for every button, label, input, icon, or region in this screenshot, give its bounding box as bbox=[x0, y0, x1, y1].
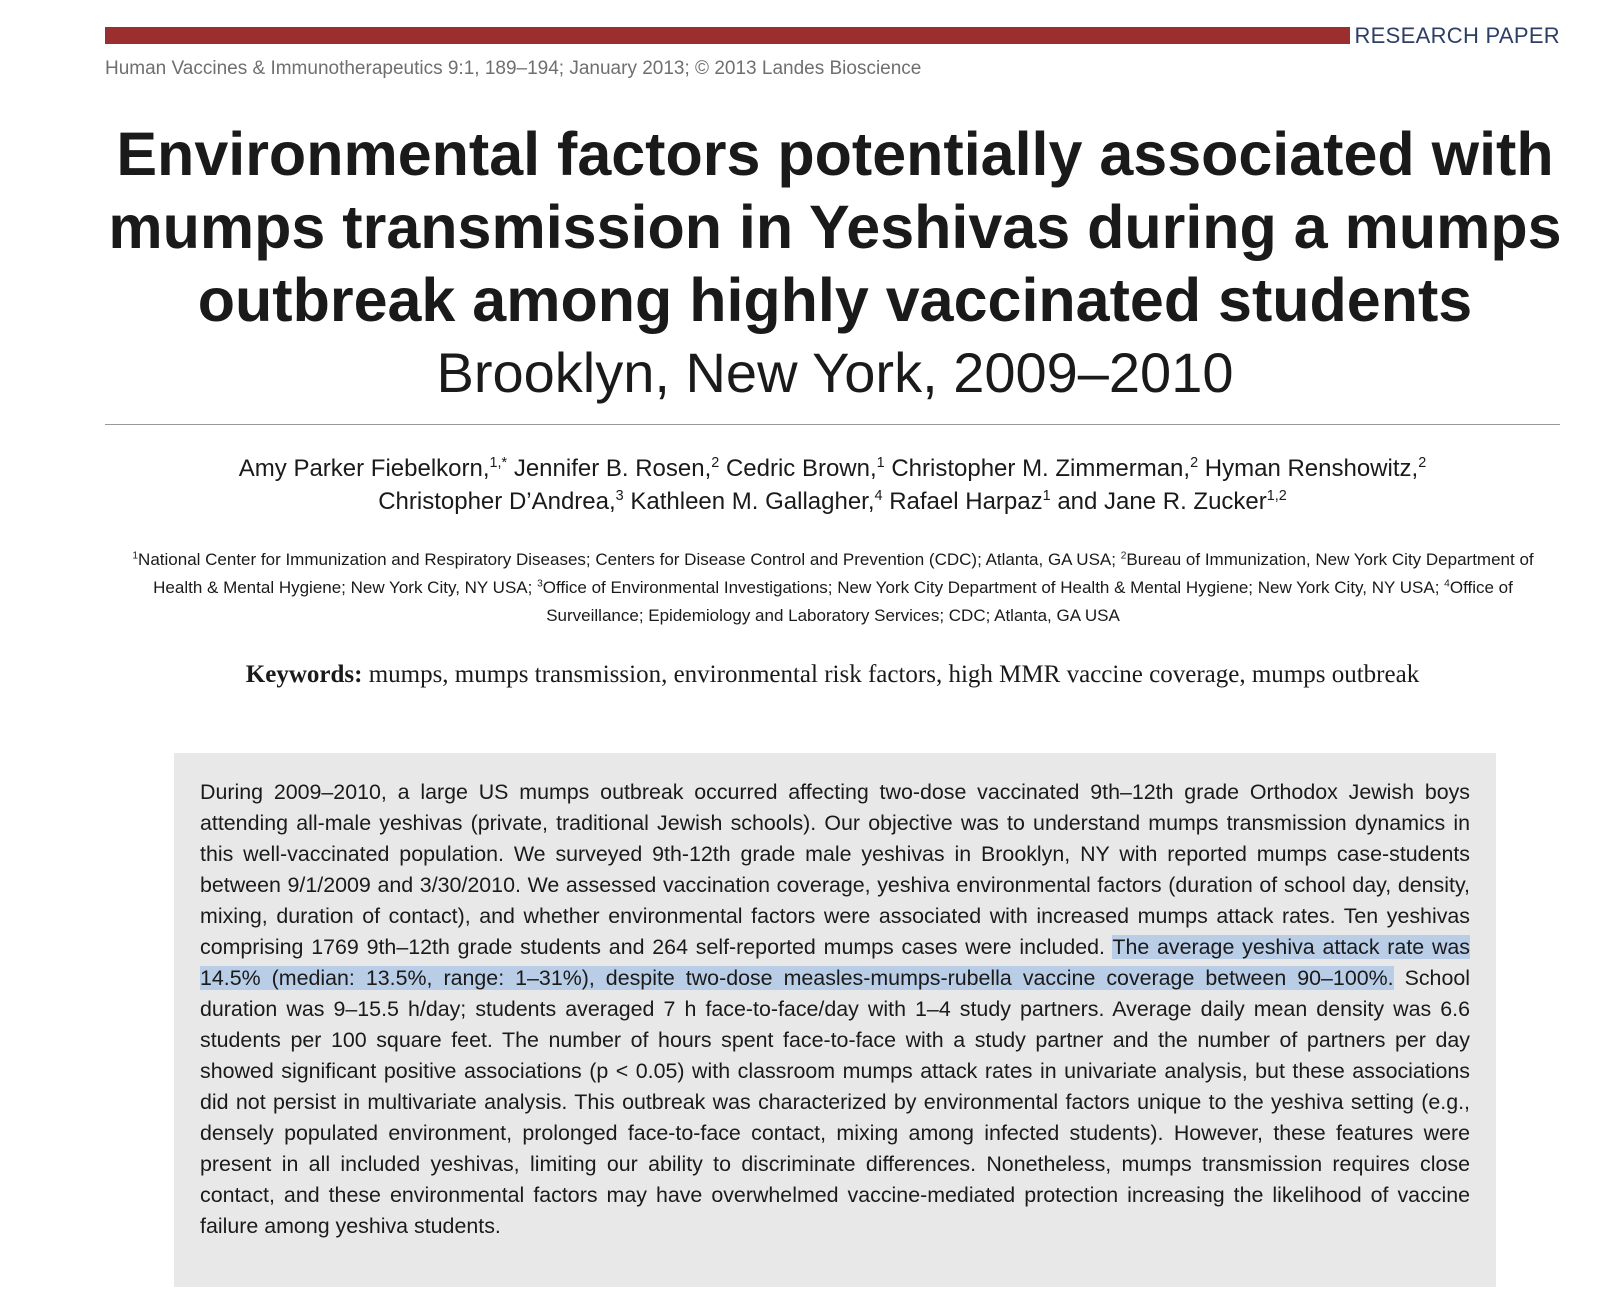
header-accent-bar bbox=[105, 27, 1350, 44]
author: Rafael Harpaz$^1$ bbox=[889, 488, 1051, 515]
author: Amy Parker Fiebelkorn,$^{1,*}$ bbox=[238, 455, 508, 482]
author: Cedric Brown,$^1$ bbox=[725, 455, 885, 482]
abstract-box bbox=[174, 753, 1496, 1287]
author: Jennifer B. Rosen,$^2$ bbox=[513, 455, 720, 482]
title-divider bbox=[105, 424, 1560, 425]
section-label: RESEARCH PAPER bbox=[1354, 23, 1560, 48]
keywords bbox=[105, 661, 1560, 689]
article-title: Environmental factors potentially associated with mumps transmission in Yeshivas during a mumps outbreak among highly vaccinated students bbox=[108, 120, 1562, 334]
affiliation: $^3$Office of Environmental Investigations; New York City Department of Health & Mental Hygiene; New York City, NY USA; bbox=[537, 578, 1445, 597]
journal-citation: Human Vaccines & Immunotherapeutics 9:1, 189–194; January 2013; © 2013 Landes Bioscience bbox=[105, 58, 922, 79]
affiliation: $^2$Bureau of Immunization, New York City Department of Health & Mental Hygiene; New York City, NY USA; bbox=[153, 550, 1534, 597]
author: Hyman Renshowitz,$^2$ bbox=[1204, 455, 1427, 482]
abstract-highlighted-selection[interactable]: The average yeshiva attack rate was 14.5% (median: 13.5%, range: 1–31%), despite two-dose measles-mumps-rubella vaccine coverage between 90–100%. bbox=[200, 935, 1470, 990]
author-list bbox=[105, 452, 1560, 518]
author: Christopher M. Zimmerman,$^2$ bbox=[891, 455, 1199, 482]
author: Kathleen M. Gallagher,$^4$ bbox=[630, 488, 883, 515]
article-subtitle: Brooklyn, New York, 2009–2010 bbox=[436, 341, 1234, 404]
keywords-text: mumps, mumps transmission, environmental risk factors, high MMR vaccine coverage, mumps outbreak bbox=[362, 661, 1420, 688]
affiliation: $^4$Office of Surveillance; Epidemiology and Laboratory Services; CDC; Atlanta, GA USA bbox=[546, 578, 1513, 625]
affiliation-list bbox=[118, 546, 1548, 630]
author: and Jane R. Zucker$^{1,2}$ bbox=[1057, 488, 1287, 515]
affiliation: $^1$National Center for Immunization and Respiratory Diseases; Centers for Disease Control and Prevention (CDC); Atlanta, GA USA; bbox=[132, 550, 1121, 569]
abstract-text[interactable]: During 2009–2010, a large US mumps outbreak occurred affecting two-dose vaccinated 9th–12th grade Orthodox Jewish boys attending all-male yeshivas (private, traditional Jewish schools). Our objective was to understand mumps transmission dynamics in this well-vaccinated population. We surveyed 9th-12th grade male yeshivas in Brooklyn, NY with reported mumps case-students between 9/1/2009 and 3/30/2010. We assessed vaccination coverage, yeshiva environmental factors (duration of school day, density, mixing, duration of contact), and whether environmental factors were associated with increased mumps attack rates. Ten yeshivas comprising 1769 9th–12th grade students and 264 self-reported mumps cases were included. The average yeshiva attack rate was 14.5% (median: 13.5%, range: 1–31%), despite two-dose measles-mumps-rubella vaccine coverage between 90–100%. School duration was 9–15.5 h/day; students averaged 7 h face-to-face/day with 1–4 study partners. Average daily mean density was 6.6 students per 100 square feet. The number of hours spent face-to-face with a study partner and the number of partners per day showed significant positive associations (p < 0.05) with classroom mumps attack rates in univariate analysis, but these associations did not persist in multivariate analysis. This outbreak was characterized by environmental factors unique to the yeshiva setting (e.g., densely populated environment, prolonged face-to-face contact, mixing among infected students). However, these features were present in all included yeshivas, limiting our ability to discriminate differences. Nonetheless, mumps transmission requires close contact, and these environmental factors may have overwhelmed vaccine-mediated protection increasing the likelihood of vaccine failure among yeshiva students. bbox=[200, 780, 1470, 1238]
keywords-label: Keywords: bbox=[245, 661, 363, 688]
author: Christopher D’Andrea,$^3$ bbox=[378, 488, 624, 515]
